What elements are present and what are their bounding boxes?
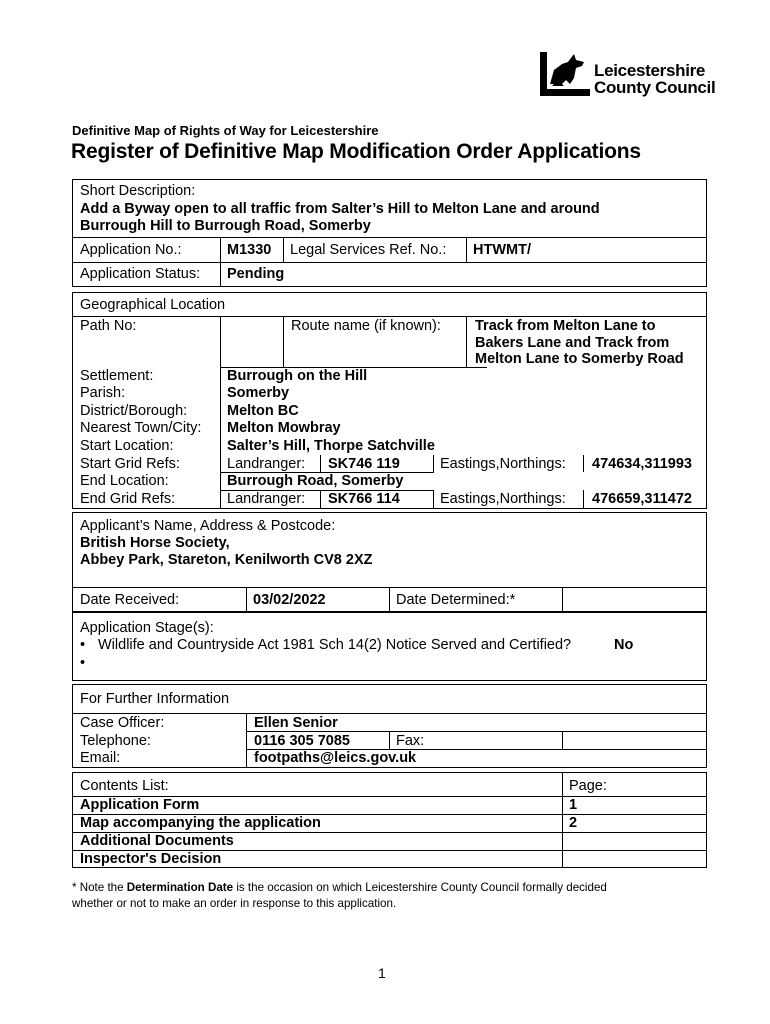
- start-eastings-label: Eastings,Northings:: [440, 456, 566, 472]
- end-grid-refs-label: End Grid Refs:: [80, 491, 176, 507]
- application-stages-label: Application Stage(s):: [80, 620, 214, 636]
- telephone-label: Telephone:: [80, 733, 151, 749]
- email-label: Email:: [80, 750, 121, 766]
- logo-text: [594, 62, 715, 96]
- stage-bullet-1: •: [80, 637, 86, 653]
- short-description-line-2: Burrough Hill to Burrough Road, Somerby: [80, 218, 371, 234]
- applicant-line-1: British Horse Society,: [80, 535, 230, 551]
- start-grid-refs-label: Start Grid Refs:: [80, 456, 180, 472]
- note-line-2: whether or not to make an order in response to this application.: [72, 897, 397, 910]
- short-description-label: Short Description:: [80, 183, 196, 199]
- note-prefix: * Note the: [72, 881, 127, 894]
- start-landranger-label: Landranger:: [227, 456, 306, 472]
- fox-crest-icon: [540, 50, 592, 98]
- route-name-line-1: Track from Melton Lane to: [475, 318, 656, 334]
- settlement-value: Burrough on the Hill: [227, 368, 368, 384]
- district-value: Melton BC: [227, 403, 299, 419]
- contents-page-label: Page:: [569, 778, 607, 794]
- applicant-line-2: Abbey Park, Stareton, Kenilworth CV8 2XZ: [80, 552, 373, 568]
- logo-line-1: Leicestershire: [594, 61, 706, 80]
- application-no-value: M1330: [227, 242, 272, 258]
- nearest-town-value: Melton Mowbray: [227, 420, 341, 436]
- district-label: District/Borough:: [80, 403, 188, 419]
- contents-item-1-page: 1: [569, 797, 578, 813]
- email-value[interactable]: footpaths@leics.gov.uk: [254, 750, 417, 766]
- route-name-line-2: Bakers Lane and Track from: [475, 335, 670, 351]
- contents-item-4[interactable]: Inspector's Decision: [80, 851, 222, 867]
- document-subtitle: Definitive Map of Rights of Way for Leicestershire: [72, 123, 379, 138]
- nearest-town-label: Nearest Town/City:: [80, 420, 202, 436]
- contents-item-1[interactable]: Application Form: [80, 797, 200, 813]
- start-location-value: Salter’s Hill, Thorpe Satchville: [227, 438, 435, 454]
- case-officer-value: Ellen Senior: [254, 715, 338, 731]
- route-name-label: Route name (if known):: [291, 318, 441, 334]
- parish-label: Parish:: [80, 385, 126, 401]
- geographical-location-heading: Geographical Location: [80, 297, 226, 313]
- note-bold-term: Determination Date: [126, 881, 234, 894]
- contents-item-2-page: 2: [569, 815, 578, 831]
- parish-value: Somerby: [227, 385, 290, 401]
- application-no-label: Application No.:: [80, 242, 182, 258]
- end-eastings-value: 476659,311472: [592, 491, 692, 507]
- end-grid-value: SK766 114: [328, 491, 400, 507]
- start-location-label: Start Location:: [80, 438, 174, 454]
- page-number: 1: [378, 965, 386, 981]
- date-received-label: Date Received:: [80, 592, 180, 608]
- page-title: Register of Definitive Map Modification Order Applications: [71, 140, 641, 163]
- path-no-label: Path No:: [80, 318, 137, 334]
- route-name-line-3: Melton Lane to Somerby Road: [475, 351, 684, 367]
- contents-list-label: Contents List:: [80, 778, 169, 794]
- note-line-1-rest: is the occasion on which Leicestershire County Council formally decided: [233, 881, 607, 894]
- stage-item-1: Wildlife and Countryside Act 1981 Sch 14(2) Notice Served and Certified?: [98, 637, 572, 653]
- fax-label: Fax:: [396, 733, 425, 749]
- end-location-label: End Location:: [80, 473, 169, 489]
- application-status-label: Application Status:: [80, 266, 201, 282]
- application-status-value: Pending: [227, 266, 285, 282]
- stage-bullet-2: •: [80, 655, 86, 671]
- date-determined-label: Date Determined:*: [396, 592, 516, 608]
- logo-line-2: County Council: [594, 78, 716, 97]
- settlement-label: Settlement:: [80, 368, 154, 384]
- end-eastings-label: Eastings,Northings:: [440, 491, 566, 507]
- legal-ref-label: Legal Services Ref. No.:: [290, 242, 447, 258]
- short-description-line-1: Add a Byway open to all traffic from Salter’s Hill to Melton Lane and around: [80, 201, 600, 217]
- date-received-value: 03/02/2022: [253, 592, 326, 608]
- telephone-value: 0116 305 7085: [254, 733, 350, 749]
- start-grid-value: SK746 119: [328, 456, 400, 472]
- end-location-value: Burrough Road, Somerby: [227, 473, 404, 489]
- start-eastings-value: 474634,311993: [592, 456, 692, 472]
- determination-date-note: [72, 880, 607, 912]
- contents-item-2[interactable]: Map accompanying the application: [80, 815, 321, 831]
- contents-item-3[interactable]: Additional Documents: [80, 833, 234, 849]
- case-officer-label: Case Officer:: [80, 715, 165, 731]
- end-landranger-label: Landranger:: [227, 491, 306, 507]
- further-information-heading: For Further Information: [80, 691, 230, 707]
- stage-item-1-answer: No: [614, 637, 634, 653]
- legal-ref-value: HTWMT/: [473, 242, 531, 258]
- applicant-label: Applicant’s Name, Address & Postcode:: [80, 518, 336, 534]
